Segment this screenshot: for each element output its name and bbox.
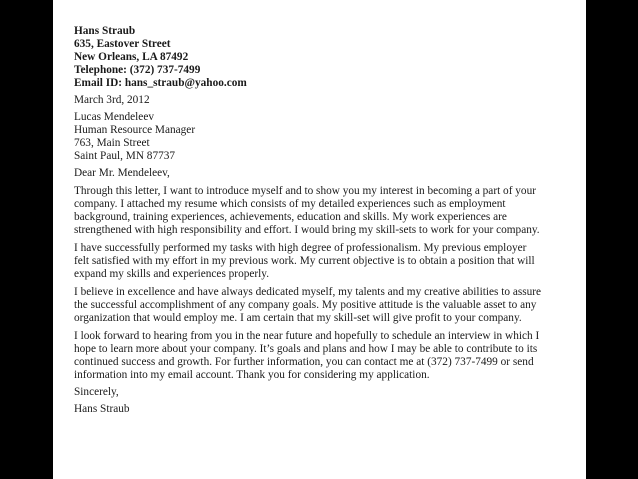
paragraph-line: I look forward to hearing from you in the near future and hopefully to schedule an interview in which I	[74, 330, 540, 342]
recipient-address-block	[74, 111, 574, 163]
recipient-title: Human Resource Manager	[74, 124, 196, 136]
body-paragraph-1	[74, 185, 574, 237]
paragraph-line: continued success and growth. For further information, you can contact me at (372) 737-7499 or send	[74, 356, 534, 368]
sender-email: Email ID: hans_straub@yahoo.com	[74, 77, 247, 89]
closing-block	[74, 386, 574, 399]
letter-page	[53, 0, 586, 479]
signature-block	[74, 403, 574, 416]
body-paragraph-4	[74, 330, 574, 382]
salutation-block	[74, 167, 574, 180]
paragraph-line: Through this letter, I want to introduce myself and to show you my interest in becoming a part of your	[74, 185, 536, 197]
paragraph-line: hope to learn more about your company. It’s goals and plans and how I may be able to contribute to its	[74, 343, 538, 355]
letter-date: March 3rd, 2012	[74, 94, 150, 106]
paragraph-line: organization that would employ me. I am certain that my skill-set will give profit to your company.	[74, 312, 522, 324]
closing: Sincerely,	[74, 386, 119, 398]
paragraph-line: information into my email account. Thank you for considering my application.	[74, 369, 430, 381]
paragraph-line: expand my skills and experiences properly.	[74, 268, 270, 280]
recipient-city: Saint Paul, MN 87737	[74, 150, 176, 162]
sender-street: 635, Eastover Street	[74, 38, 171, 50]
paragraph-line: I believe in excellence and have always dedicated myself, my talents and my creative abilities to assure	[74, 286, 542, 298]
paragraph-line: the successful accomplishment of any company goals. My positive attitude is the valuable asset to any	[74, 299, 537, 311]
recipient-name: Lucas Mendeleev	[74, 111, 154, 123]
paragraph-line: company. I attached my resume which consists of my detailed experiences such as employment	[74, 198, 506, 210]
body-paragraph-2	[74, 242, 574, 281]
paragraph-line: felt satisfied with my effort in my previous work. My current objective is to obtain a position that will	[74, 255, 535, 267]
paragraph-line: I have successfully performed my tasks with high degree of professionalism. My previous employer	[74, 242, 527, 254]
paragraph-line: strengthened with high responsibility and effort. I would bring my skill-sets to work for your company.	[74, 224, 540, 236]
recipient-street: 763, Main Street	[74, 137, 150, 149]
cover-letter	[74, 25, 574, 416]
salutation: Dear Mr. Mendeleev,	[74, 167, 170, 179]
body-paragraph-3	[74, 286, 574, 325]
sender-telephone: Telephone: (372) 737-7499	[74, 64, 201, 76]
sender-address-block	[74, 25, 574, 90]
sender-city: New Orleans, LA 87492	[74, 51, 189, 63]
signature-name: Hans Straub	[74, 403, 130, 415]
letter-date-block	[74, 94, 574, 107]
sender-name: Hans Straub	[74, 25, 136, 37]
paragraph-line: background, training experiences, achievements, education and skills. My work experiences are	[74, 211, 507, 223]
